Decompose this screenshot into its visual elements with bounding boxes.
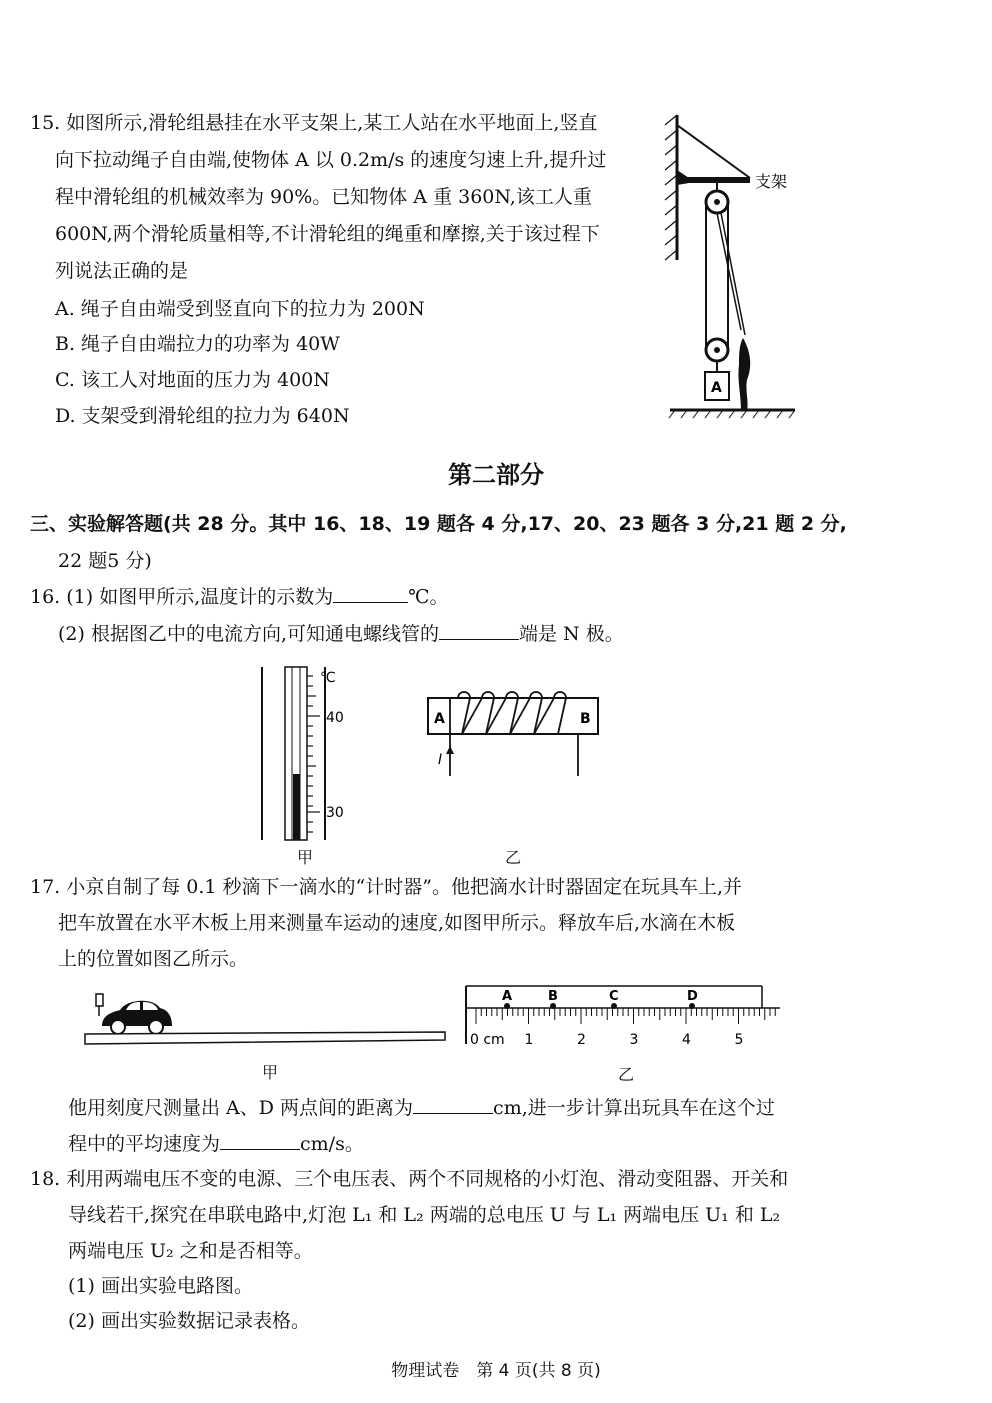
pulley-figure	[655, 110, 805, 420]
q15-stem-line-4: 600N,两个滑轮质量相等,不计滑轮组的绳重和摩擦,关于该过程下	[55, 223, 600, 245]
ruler-number: 3	[629, 1032, 639, 1048]
thermometer-ticks	[307, 676, 320, 832]
q15-option-c: C. 该工人对地面的压力为 400N	[55, 369, 330, 391]
solenoid-figure	[420, 686, 620, 786]
wooden-board	[85, 1032, 445, 1044]
mercury-column	[293, 774, 300, 840]
ruler-number: 4	[682, 1032, 691, 1048]
ruler-number: 1	[524, 1032, 534, 1048]
q15-option-a: A. 绳子自由端受到竖直向下的拉力为 200N	[55, 298, 425, 320]
q15-option-b: B. 绳子自由端拉力的功率为 40W	[55, 333, 340, 355]
q18-part2: (2) 画出实验数据记录表格。	[68, 1310, 310, 1332]
q15-option-d: D. 支架受到滑轮组的拉力为 640N	[55, 405, 350, 427]
toy-car-figure	[80, 990, 450, 1050]
q17-stem-line-2: 把车放置在水平木板上用来测量车运动的速度,如图甲所示。释放车后,水滴在木板	[58, 912, 736, 934]
drip-timer	[96, 994, 103, 1006]
q18-stem-line-3: 两端电压 U₂ 之和是否相等。	[68, 1240, 313, 1262]
water-drop-label: B	[548, 989, 558, 1004]
page-footer: 物理试卷 第 4 页(共 8 页)	[391, 1361, 601, 1381]
thermometer-figure	[250, 662, 360, 842]
worker-figure	[738, 338, 750, 410]
ruler-figure	[462, 982, 782, 1052]
q15-stem-line-2: 向下拉动绳子自由端,使物体 A 以 0.2m/s 的速度匀速上升,提升过	[55, 149, 607, 171]
svg-text:℃: ℃	[320, 670, 336, 686]
section3-heading-line-2: 22 题5 分)	[58, 550, 152, 572]
q17-question-line-1: 他用刻度尺测量出 A、D 两点间的距离为 cm,进一步计算出玩具车在这个过	[68, 1097, 775, 1119]
svg-text:A: A	[711, 380, 722, 396]
svg-text:40: 40	[326, 710, 344, 726]
svg-text:I: I	[438, 752, 443, 768]
q16-part2: (2) 根据图乙中的电流方向,可知通电螺线管的 端是 N 极。	[58, 623, 624, 645]
ruler-ticks	[476, 1008, 775, 1024]
section-title: 第二部分	[448, 461, 544, 489]
answer-blank[interactable]	[333, 584, 408, 603]
q15-stem-line-3: 程中滑轮组的机械效率为 90%。已知物体 A 重 360N,该工人重	[55, 186, 592, 208]
water-drop-label: A	[502, 989, 513, 1004]
q18-stem-line-1: 18. 利用两端电压不变的电源、三个电压表、两个不同规格的小灯泡、滑动变阻器、开关和	[30, 1168, 789, 1190]
water-drop-label: D	[687, 989, 698, 1004]
svg-text:B: B	[580, 711, 591, 727]
q18-stem-line-2: 导线若干,探究在串联电路中,灯泡 L₁ 和 L₂ 两端的总电压 U 与 L₁ 两端电压 U₁ 和 L₂	[68, 1204, 781, 1226]
fig-caption-jia: 甲	[297, 848, 314, 867]
ruler-number: 2	[577, 1032, 586, 1048]
answer-blank[interactable]	[439, 621, 519, 640]
q17-question-line-2: 程中的平均速度为 cm/s。	[68, 1133, 364, 1155]
water-drop-label: C	[609, 989, 619, 1004]
ruler-number: 5	[734, 1032, 744, 1048]
answer-blank[interactable]	[220, 1131, 300, 1150]
ruler-number: 0 cm	[470, 1032, 505, 1048]
support-label: 支架	[755, 172, 788, 191]
q18-part1: (1) 画出实验电路图。	[68, 1275, 253, 1297]
q16-part1: 16. (1) 如图甲所示,温度计的示数为 ℃。	[30, 586, 449, 608]
q17-stem-line-3: 上的位置如图乙所示。	[58, 948, 249, 970]
current-arrow	[446, 746, 454, 754]
answer-blank[interactable]	[413, 1095, 493, 1114]
ruler-numbers	[470, 1032, 743, 1048]
q15-stem-line-5: 列说法正确的是	[55, 260, 189, 282]
q15-stem-line-1: 15. 如图所示,滑轮组悬挂在水平支架上,某工人站在水平地面上,竖直	[30, 112, 598, 134]
ruler-points	[502, 989, 698, 1009]
fig-caption-jia-17: 甲	[262, 1063, 279, 1082]
q17-stem-line-1: 17. 小京自制了每 0.1 秒滴下一滴水的“计时器”。他把滴水计时器固定在玩具车上,并	[30, 876, 743, 898]
fig-caption-yi: 乙	[505, 848, 522, 867]
svg-text:A: A	[434, 711, 445, 727]
svg-text:30: 30	[326, 805, 344, 821]
fig-caption-yi-17: 乙	[618, 1065, 635, 1084]
section3-heading: 三、实验解答题(共 28 分。其中 16、18、19 题各 4 分,17、20、23 题各 3 分,21 题 2 分,	[30, 513, 847, 535]
